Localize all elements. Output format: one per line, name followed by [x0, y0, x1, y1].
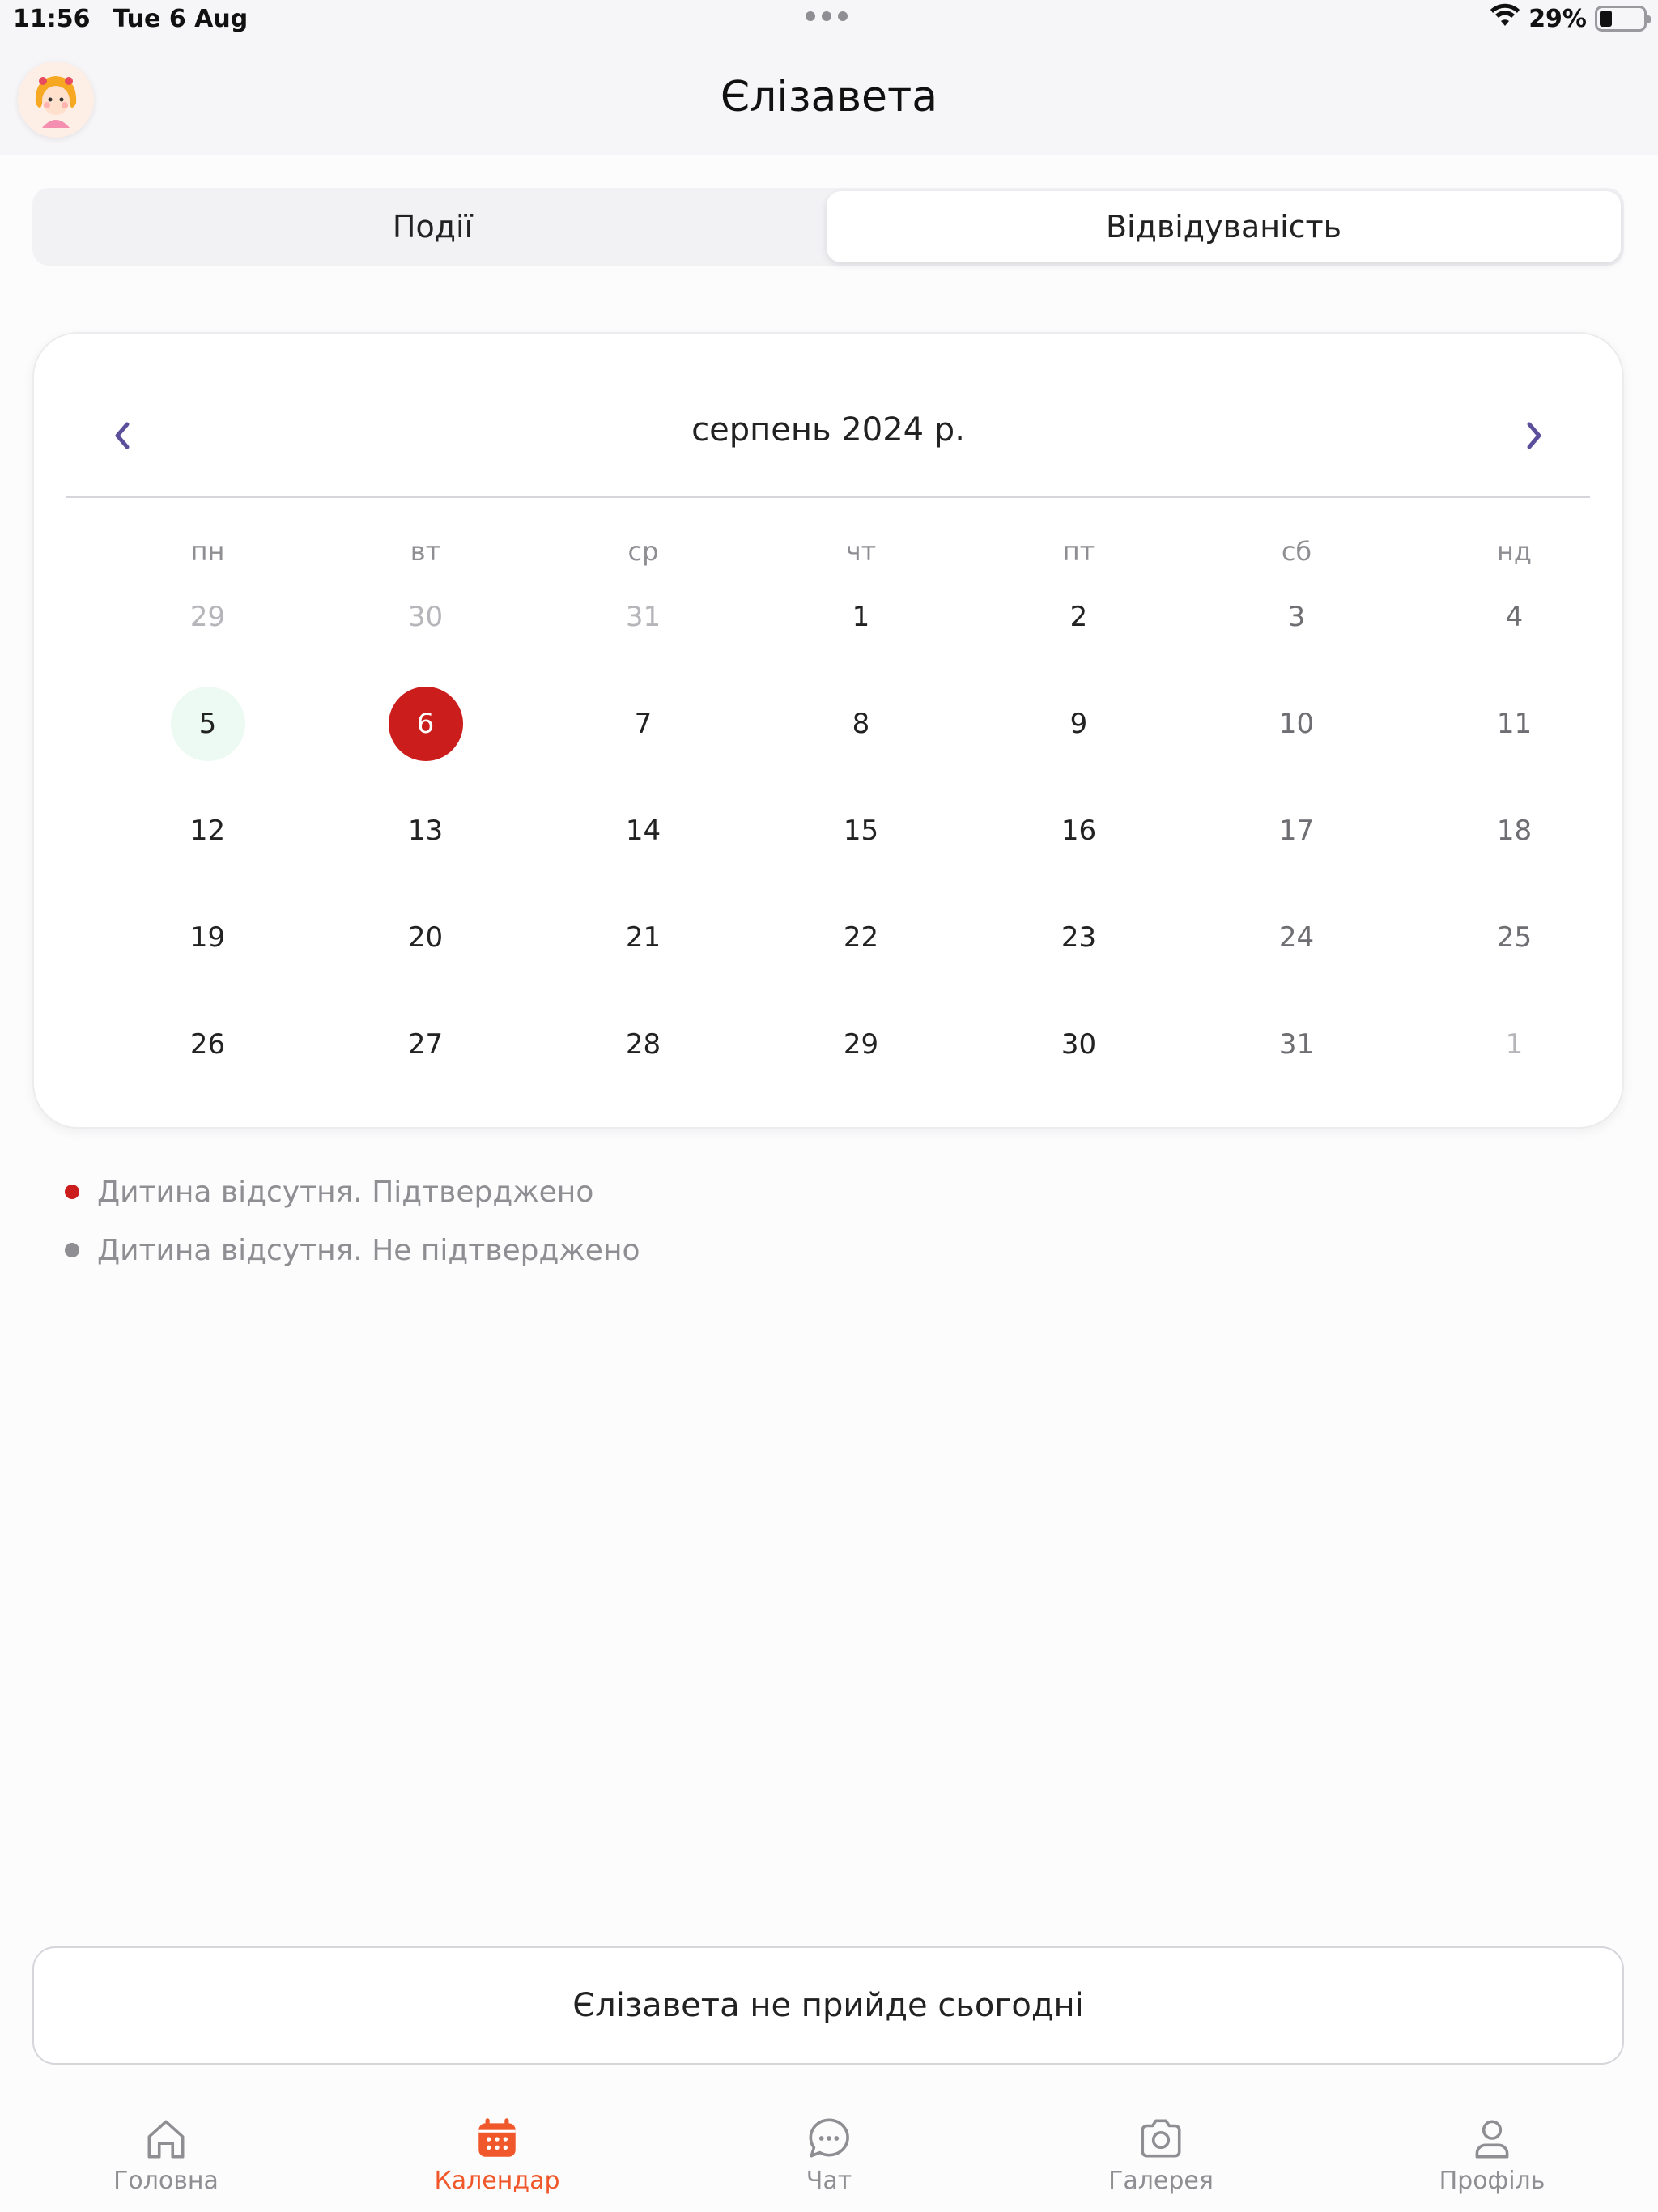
calendar-day[interactable]	[534, 580, 752, 654]
calendar-week	[99, 708, 1624, 761]
bottom-tab-bar	[0, 2097, 1658, 2212]
calendar-day[interactable]	[1188, 793, 1405, 868]
camera-icon	[1136, 2113, 1186, 2163]
day-number: 22	[843, 921, 879, 954]
tab-label: Чат	[806, 2167, 852, 2195]
day-number: 9	[1069, 708, 1088, 740]
tab-calendar[interactable]	[376, 2097, 619, 2195]
legend-confirmed-label: Дитина відсутня. Підтверджено	[97, 1175, 594, 1209]
legend-unconfirmed	[65, 1221, 640, 1279]
weekday-header	[99, 536, 1624, 567]
weekday-label: пт	[1062, 536, 1095, 567]
calendar-day[interactable]	[752, 687, 970, 761]
day-number: 25	[1496, 921, 1533, 954]
home-icon	[141, 2113, 191, 2163]
weekday-label: сб	[1281, 536, 1312, 567]
battery-fill	[1600, 11, 1612, 27]
calendar-day[interactable]	[752, 1007, 970, 1082]
calendar-divider	[66, 496, 1590, 498]
tab-events[interactable]: Події	[392, 209, 474, 245]
red-dot-icon	[65, 1185, 79, 1199]
day-number: 11	[1496, 708, 1533, 740]
weekday-label: нд	[1496, 536, 1533, 567]
day-number: 30	[407, 601, 444, 633]
calendar-week	[99, 601, 1624, 654]
day-number: 28	[625, 1028, 661, 1061]
calendar-day[interactable]	[970, 900, 1188, 975]
gray-dot-icon	[65, 1243, 79, 1257]
top-bar	[0, 0, 1658, 155]
next-month-button[interactable]	[1509, 411, 1558, 460]
tab-gallery[interactable]	[1039, 2097, 1282, 2195]
calendar-day[interactable]	[1405, 580, 1623, 654]
day-number: 31	[625, 601, 661, 633]
status-clock: 11:56	[13, 5, 91, 33]
calendar-day[interactable]	[752, 580, 970, 654]
calendar-day[interactable]	[1405, 793, 1623, 868]
day-number: 5	[198, 708, 217, 740]
day-number: 7	[634, 708, 653, 740]
day-number: 10	[1278, 708, 1315, 740]
day-number: 24	[1278, 921, 1315, 954]
day-number: 21	[625, 921, 661, 954]
day-number: 31	[1278, 1028, 1315, 1061]
calendar-day[interactable]	[99, 900, 317, 975]
calendar-day[interactable]	[970, 793, 1188, 868]
legend-confirmed	[65, 1163, 640, 1221]
day-number: 26	[189, 1028, 226, 1061]
calendar-day[interactable]	[1188, 687, 1405, 761]
day-number: 27	[407, 1028, 444, 1061]
day-number: 23	[1061, 921, 1097, 954]
calendar-day[interactable]	[99, 793, 317, 868]
calendar-day[interactable]	[970, 1007, 1188, 1082]
day-number: 29	[843, 1028, 879, 1061]
calendar-day[interactable]	[317, 793, 534, 868]
calendar-week	[99, 815, 1624, 868]
weekday-label: вт	[410, 536, 441, 567]
calendar-day[interactable]	[1405, 900, 1623, 975]
day-number: 19	[189, 921, 226, 954]
calendar-day[interactable]	[1405, 1007, 1623, 1082]
calendar-day[interactable]	[970, 687, 1188, 761]
tab-label: Календар	[434, 2167, 560, 2195]
page-title: Єлізавета	[720, 73, 938, 121]
tab-chat[interactable]	[708, 2097, 950, 2195]
day-number: 16	[1061, 815, 1097, 847]
status-time	[13, 5, 248, 33]
calendar-day[interactable]	[752, 900, 970, 975]
calendar-day-today[interactable]	[317, 687, 534, 761]
battery-percent: 29%	[1528, 4, 1587, 33]
tab-profile[interactable]	[1371, 2097, 1613, 2195]
multitasking-dots-icon[interactable]	[806, 11, 848, 21]
day-number: 12	[189, 815, 226, 847]
calendar-day[interactable]	[1188, 580, 1405, 654]
wifi-icon	[1490, 3, 1520, 34]
weekday-label: чт	[845, 536, 877, 567]
tab-attendance[interactable]: Відвідуваність	[827, 191, 1621, 262]
calendar-day[interactable]	[1188, 900, 1405, 975]
calendar-day[interactable]	[99, 1007, 317, 1082]
day-number: 2	[1069, 601, 1088, 633]
calendar-day[interactable]	[317, 580, 534, 654]
calendar-day[interactable]	[534, 1007, 752, 1082]
day-number: 30	[1061, 1028, 1097, 1061]
day-number: 1	[852, 601, 870, 633]
calendar-day[interactable]	[534, 900, 752, 975]
view-segmented-control	[32, 188, 1624, 266]
day-number: 4	[1505, 601, 1524, 633]
calendar-week	[99, 921, 1624, 975]
legend-unconfirmed-label: Дитина відсутня. Не підтверджено	[97, 1233, 640, 1267]
tab-home[interactable]	[45, 2097, 287, 2195]
calendar-day[interactable]	[970, 580, 1188, 654]
battery-icon	[1595, 6, 1647, 32]
day-number: 17	[1278, 815, 1315, 847]
calendar-day[interactable]	[1188, 1007, 1405, 1082]
day-number: 20	[407, 921, 444, 954]
calendar-day[interactable]	[534, 687, 752, 761]
status-indicators	[1490, 3, 1647, 34]
day-number: 14	[625, 815, 661, 847]
status-date: Tue 6 Aug	[113, 5, 249, 33]
weekday-label: ср	[627, 536, 659, 567]
chat-icon	[804, 2113, 854, 2163]
day-number: 3	[1287, 601, 1306, 633]
day-number: 15	[843, 815, 879, 847]
day-number: 6	[416, 708, 435, 740]
calendar-day[interactable]	[752, 793, 970, 868]
day-number: 8	[852, 708, 870, 740]
calendar-week	[99, 1028, 1624, 1082]
tab-label: Галерея	[1108, 2167, 1214, 2195]
day-number: 18	[1496, 815, 1533, 847]
attendance-calendar	[32, 332, 1624, 1129]
calendar-day[interactable]	[534, 793, 752, 868]
calendar-icon	[472, 2113, 522, 2163]
day-number: 13	[407, 815, 444, 847]
calendar-day[interactable]	[317, 1007, 534, 1082]
tab-label: Головна	[113, 2167, 219, 2195]
profile-icon	[1467, 2113, 1517, 2163]
chevron-right-icon	[1521, 419, 1545, 452]
calendar-day-marked[interactable]	[99, 687, 317, 761]
calendar-day[interactable]	[317, 900, 534, 975]
tab-label: Профіль	[1439, 2167, 1545, 2195]
day-number: 29	[189, 601, 226, 633]
day-number: 1	[1505, 1028, 1524, 1061]
weekday-label: пн	[190, 536, 225, 567]
calendar-day[interactable]	[99, 580, 317, 654]
month-label: серпень 2024 р.	[691, 411, 965, 449]
calendar-day[interactable]	[1405, 687, 1623, 761]
report-absence-button[interactable]: Єлізавета не прийде сьогодні	[32, 1946, 1624, 2065]
legend	[65, 1163, 640, 1279]
